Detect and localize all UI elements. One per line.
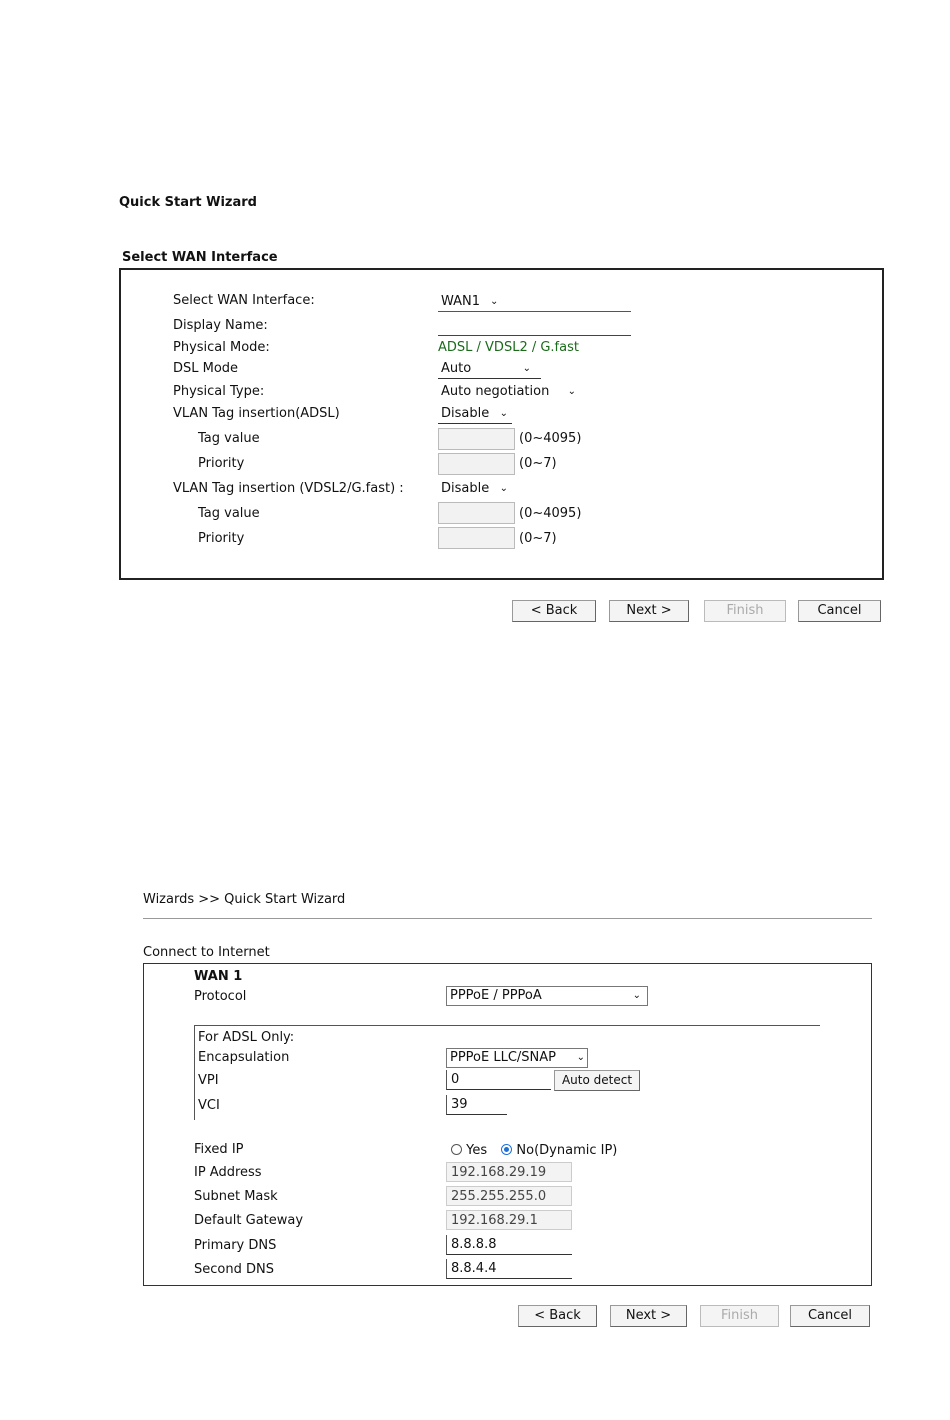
encapsulation-label: Encapsulation [198,1050,290,1065]
tag-value-input[interactable] [438,428,515,450]
physical-type-value: Auto negotiation [441,384,550,399]
chevron-down-icon: ⌄ [567,386,576,397]
vlan-adsl-dropdown[interactable] [438,405,512,424]
vci-input[interactable]: 39 [446,1095,507,1115]
tag-value2-input[interactable] [438,502,515,524]
priority-range: (0~7) [519,456,557,471]
priority2-label: Priority [198,531,245,546]
fixed-ip-label: Fixed IP [194,1142,244,1157]
vlan-vdsl-dropdown[interactable] [438,480,512,499]
dsl-mode-value: Auto [441,361,472,376]
primary-dns-label: Primary DNS [194,1238,277,1253]
fixed-ip-no-radio[interactable] [501,1144,512,1155]
priority-label: Priority [198,456,245,471]
chevron-down-icon: ⌄ [499,408,508,419]
cancel-button-2[interactable]: Cancel [790,1305,870,1327]
second-dns-label: Second DNS [194,1262,274,1277]
physical-mode-value: ADSL / VDSL2 / G.fast [438,340,579,355]
priority2-input[interactable] [438,527,515,549]
adsl-group-top-border [194,1025,820,1026]
cancel-button[interactable]: Cancel [798,600,881,622]
next-button-2[interactable]: Next > [610,1305,687,1327]
default-gateway-label: Default Gateway [194,1213,304,1228]
dsl-mode-label: DSL Mode [173,361,239,376]
next-button[interactable]: Next > [609,600,689,622]
primary-dns-input[interactable]: 8.8.8.8 [446,1235,572,1255]
tag-value2-range: (0~4095) [519,506,582,521]
vlan-adsl-value: Disable [441,406,490,421]
protocol-dropdown[interactable] [446,986,648,1006]
display-name-input[interactable] [438,318,631,336]
priority2-range: (0~7) [519,531,557,546]
adsl-only-label: For ADSL Only: [198,1030,295,1045]
select-wan-dropdown[interactable] [438,293,631,312]
fixed-ip-no-label: No(Dynamic IP) [516,1143,618,1158]
fixed-ip-yes-radio[interactable] [451,1144,462,1155]
protocol-label: Protocol [194,989,247,1004]
ip-address-input[interactable]: 192.168.29.19 [446,1162,572,1182]
physical-mode-label: Physical Mode: [173,340,270,355]
vci-label: VCI [198,1098,220,1113]
select-wan-label: Select WAN Interface: [173,293,315,308]
wan-title: WAN 1 [194,969,243,984]
vlan-vdsl-label: VLAN Tag insertion (VDSL2/G.fast) : [173,481,404,496]
physical-type-dropdown[interactable] [438,383,578,402]
default-gateway-input[interactable]: 192.168.29.1 [446,1210,572,1230]
fixed-ip-options [451,1143,617,1158]
physical-type-label: Physical Type: [173,384,265,399]
select-wan-value: WAN1 [441,294,481,309]
dsl-mode-dropdown[interactable] [438,360,541,379]
vlan-adsl-label: VLAN Tag insertion(ADSL) [173,406,340,421]
back-button-2[interactable]: < Back [518,1305,597,1327]
chevron-down-icon: ⌄ [499,483,508,494]
connect-section-title: Connect to Internet [143,945,270,960]
back-button[interactable]: < Back [512,600,596,622]
breadcrumb-divider [143,918,872,919]
vlan-vdsl-value: Disable [441,481,490,496]
adsl-group-left-border [194,1025,195,1120]
vpi-input[interactable]: 0 [446,1070,551,1090]
priority-input[interactable] [438,453,515,475]
chevron-down-icon: ⌄ [576,1052,585,1063]
tag-value-label: Tag value [198,431,260,446]
ip-address-label: IP Address [194,1165,262,1180]
subnet-mask-input[interactable]: 255.255.255.0 [446,1186,572,1206]
chevron-down-icon: ⌄ [490,296,499,307]
tag-value-range: (0~4095) [519,431,582,446]
chevron-down-icon: ⌄ [522,363,531,374]
encapsulation-dropdown[interactable] [446,1048,588,1068]
finish-button-2[interactable]: Finish [700,1305,779,1327]
protocol-value: PPPoE / PPPoA [450,988,542,1003]
breadcrumb: Wizards >> Quick Start Wizard [143,892,346,907]
page-title: Quick Start Wizard [119,195,257,210]
second-dns-input[interactable]: 8.8.4.4 [446,1259,572,1279]
fixed-ip-yes-label: Yes [466,1143,488,1158]
section-title: Select WAN Interface [122,250,278,265]
chevron-down-icon: ⌄ [632,990,641,1001]
display-name-label: Display Name: [173,318,268,333]
encapsulation-value: PPPoE LLC/SNAP [450,1050,557,1065]
finish-button[interactable]: Finish [704,600,786,622]
vpi-label: VPI [198,1073,219,1088]
auto-detect-button[interactable]: Auto detect [554,1070,640,1091]
tag-value2-label: Tag value [198,506,260,521]
subnet-mask-label: Subnet Mask [194,1189,278,1204]
